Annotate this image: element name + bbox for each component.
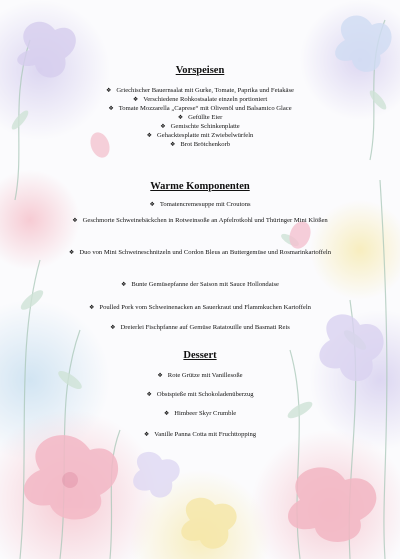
menu-item [60, 371, 340, 380]
menu-item [60, 122, 340, 131]
menu-item-text: Geschmorte Schweinebäckchen in Rotweinsoße an Apfelrotkohl und Thüringer Mini Klößen [82, 217, 328, 224]
menu-item-text: Bunte Gemüsepfanne der Saison mit Sauce Hollondaise [131, 281, 279, 288]
menu-item [60, 113, 340, 122]
menu-item [60, 390, 340, 399]
menu-item-text: Gefüllte Eier [188, 114, 223, 121]
diamond-bullet-icon: ❖ [72, 217, 78, 224]
menu-item [60, 323, 340, 332]
menu-item [60, 86, 340, 95]
menu-item-text: Vanille Panna Cotta mit Fruchttopping [154, 431, 257, 438]
diamond-bullet-icon: ❖ [89, 304, 95, 311]
diamond-bullet-icon: ❖ [163, 410, 170, 417]
menu-item-text: Duo von Mini Schweineschnitzeln und Cordon Bleus an Buttergemüse und Rosmarinkartoffeln [79, 249, 332, 256]
menu-item-text: Griechischer Bauernsalat mit Gurke, Tomate, Paprika und Fetakäse [116, 87, 294, 94]
menu-item [60, 248, 340, 257]
menu-item [60, 409, 340, 418]
diamond-bullet-icon: ❖ [160, 123, 166, 130]
menu-item-text: Gehacktesplatte mit Zwiebelwürfeln [157, 132, 254, 139]
diamond-bullet-icon: ❖ [157, 372, 163, 379]
diamond-bullet-icon: ❖ [132, 96, 139, 103]
menu-item [60, 95, 340, 104]
menu-item [60, 200, 340, 209]
menu-item [60, 216, 340, 225]
menu-item [60, 104, 340, 113]
menu-item-text: Poulled Pork vom Schweinenacken an Sauerkraut und Flammkuchen Kartoffeln [99, 304, 311, 311]
menu-item-text: Tomatencremesuppe mit Croutons [159, 201, 251, 208]
menu-item-text: Tomate Mozzarella „Caprese“ mit Olivenöl und Balsamico Glace [118, 105, 292, 112]
menu-item [60, 430, 340, 439]
diamond-bullet-icon: ❖ [149, 201, 155, 208]
diamond-bullet-icon: ❖ [110, 324, 116, 331]
menu-item-text: Himbeer Skyr Crumble [174, 410, 237, 417]
diamond-bullet-icon: ❖ [68, 249, 75, 256]
menu-item-text: Verschiedene Rohkostsalate einzeln portioniert [143, 96, 268, 103]
menu-item [60, 131, 340, 140]
menu-item [60, 280, 340, 289]
section-heading: Dessert [183, 350, 217, 361]
diamond-bullet-icon: ❖ [106, 87, 112, 94]
menu-item-text: Obstspieße mit Schokoladenüberzug [156, 391, 254, 398]
menu-item [60, 303, 340, 312]
menu-item [60, 140, 340, 149]
menu-item-text: Brot Brötchenkorb [180, 141, 231, 148]
diamond-bullet-icon: ❖ [146, 132, 153, 139]
diamond-bullet-icon: ❖ [108, 105, 114, 112]
menu-item-text: Gemischte Schinkenplatte [170, 123, 240, 130]
diamond-bullet-icon: ❖ [146, 391, 152, 398]
menu-item-text: Dreierlei Fischpfanne auf Gemüse Ratatouille und Basmati Reis [120, 324, 290, 331]
diamond-bullet-icon: ❖ [169, 141, 176, 148]
section-heading: Vorspeisen [175, 65, 225, 76]
diamond-bullet-icon: ❖ [121, 281, 127, 288]
section-heading: Warme Komponenten [150, 181, 250, 192]
menu-item-text: Rote Grütze mit Vanillesoße [167, 372, 243, 379]
diamond-bullet-icon: ❖ [177, 114, 184, 121]
diamond-bullet-icon: ❖ [143, 431, 150, 438]
